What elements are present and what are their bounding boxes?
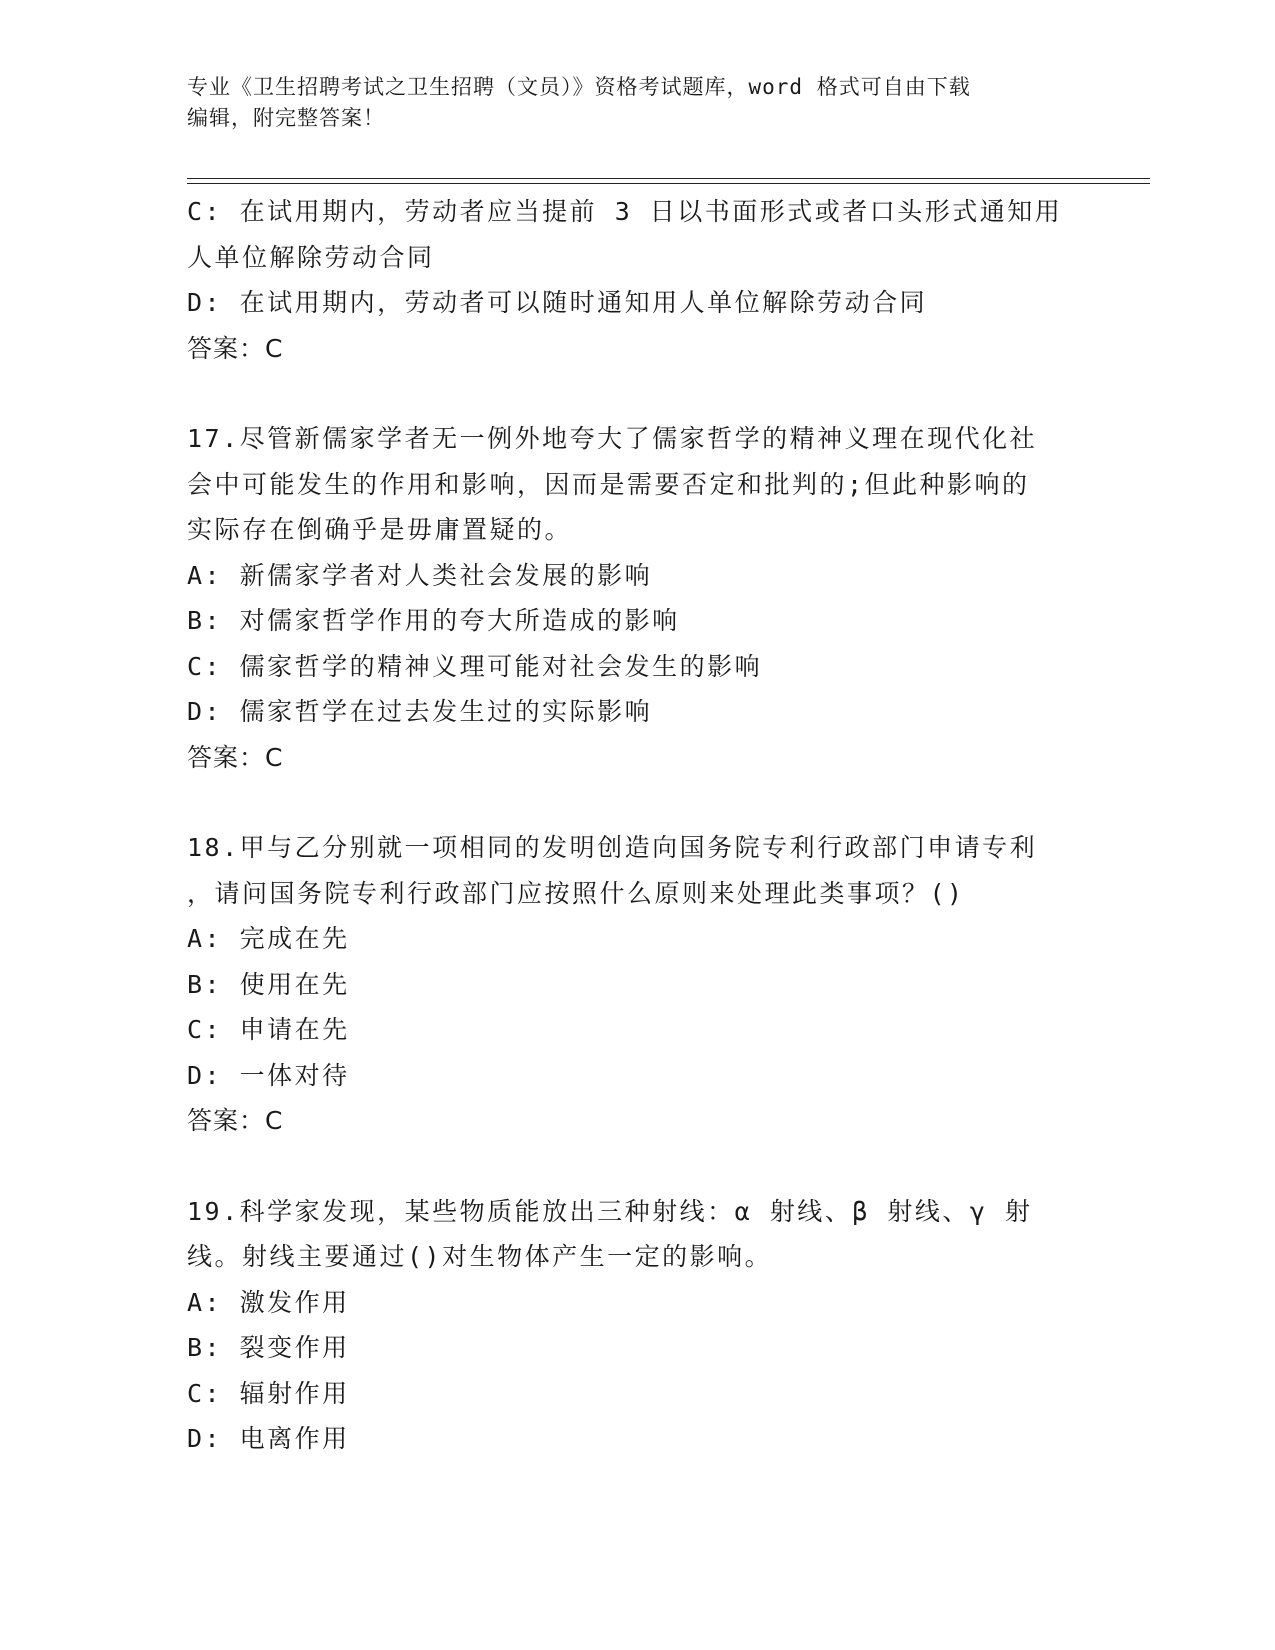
question-19	[187, 1189, 1087, 1462]
option-b: B: 使用在先	[187, 969, 350, 999]
question-text: 17.尽管新儒家学者无一例外地夸大了儒家哲学的精神义理在现代化社	[187, 424, 1038, 453]
question-text: ，请问国务院专利行政部门应按照什么原则来处理此类事项？()	[187, 878, 965, 908]
option-b: B: 裂变作用	[187, 1333, 350, 1362]
header-line-2: 编辑，附完整答案！	[187, 106, 385, 130]
option-a: A: 新儒家学者对人类社会发展的影响	[187, 560, 653, 590]
option-c: C: 辐射作用	[187, 1378, 350, 1408]
option-c: C: 在试用期内，劳动者应当提前 3 日以书面形式或者口头形式通知用	[187, 197, 1063, 226]
question-text: 19.科学家发现，某些物质能放出三种射线：α 射线、β 射线、γ 射	[187, 1196, 1033, 1226]
header-divider-bottom	[187, 183, 1150, 184]
option-b: B: 对儒家哲学作用的夸大所造成的影响	[187, 606, 680, 635]
option-d: D: 一体对待	[187, 1060, 350, 1090]
question-text: 会中可能发生的作用和影响，因而是需要否定和批判的;但此种影响的	[187, 469, 1030, 499]
continued-question	[187, 189, 1087, 371]
option-d: D: 儒家哲学在过去发生过的实际影响	[187, 697, 653, 726]
question-17	[187, 416, 1087, 780]
option-d: D: 在试用期内，劳动者可以随时通知用人单位解除劳动合同	[187, 288, 928, 317]
option-c: C: 儒家哲学的精神义理可能对社会发生的影响	[187, 651, 763, 681]
question-list	[187, 189, 1087, 1462]
answer: 答案：C	[187, 1106, 284, 1135]
spacer	[187, 1144, 1087, 1189]
header-line-1: 专业《卫生招聘考试之卫生招聘（文员）》资格考试题库，word 格式可自由下载	[187, 75, 971, 99]
answer: 答案：C	[187, 333, 284, 363]
header-divider-top	[187, 178, 1150, 179]
spacer	[187, 780, 1087, 825]
answer: 答案：C	[187, 742, 284, 772]
question-text: 线。射线主要通过()对生物体产生一定的影响。	[187, 1242, 773, 1271]
question-text: 实际存在倒确乎是毋庸置疑的。	[187, 515, 573, 544]
question-text: 18.甲与乙分别就一项相同的发明创造向国务院专利行政部门申请专利	[187, 833, 1038, 862]
question-18	[187, 825, 1087, 1144]
spacer	[187, 371, 1087, 416]
option-c-continuation: 人单位解除劳动合同	[187, 242, 435, 272]
option-c: C: 申请在先	[187, 1015, 350, 1044]
option-a: A: 激发作用	[187, 1287, 350, 1317]
page-header	[187, 72, 1087, 134]
option-d: D: 电离作用	[187, 1424, 350, 1453]
option-a: A: 完成在先	[187, 924, 350, 953]
